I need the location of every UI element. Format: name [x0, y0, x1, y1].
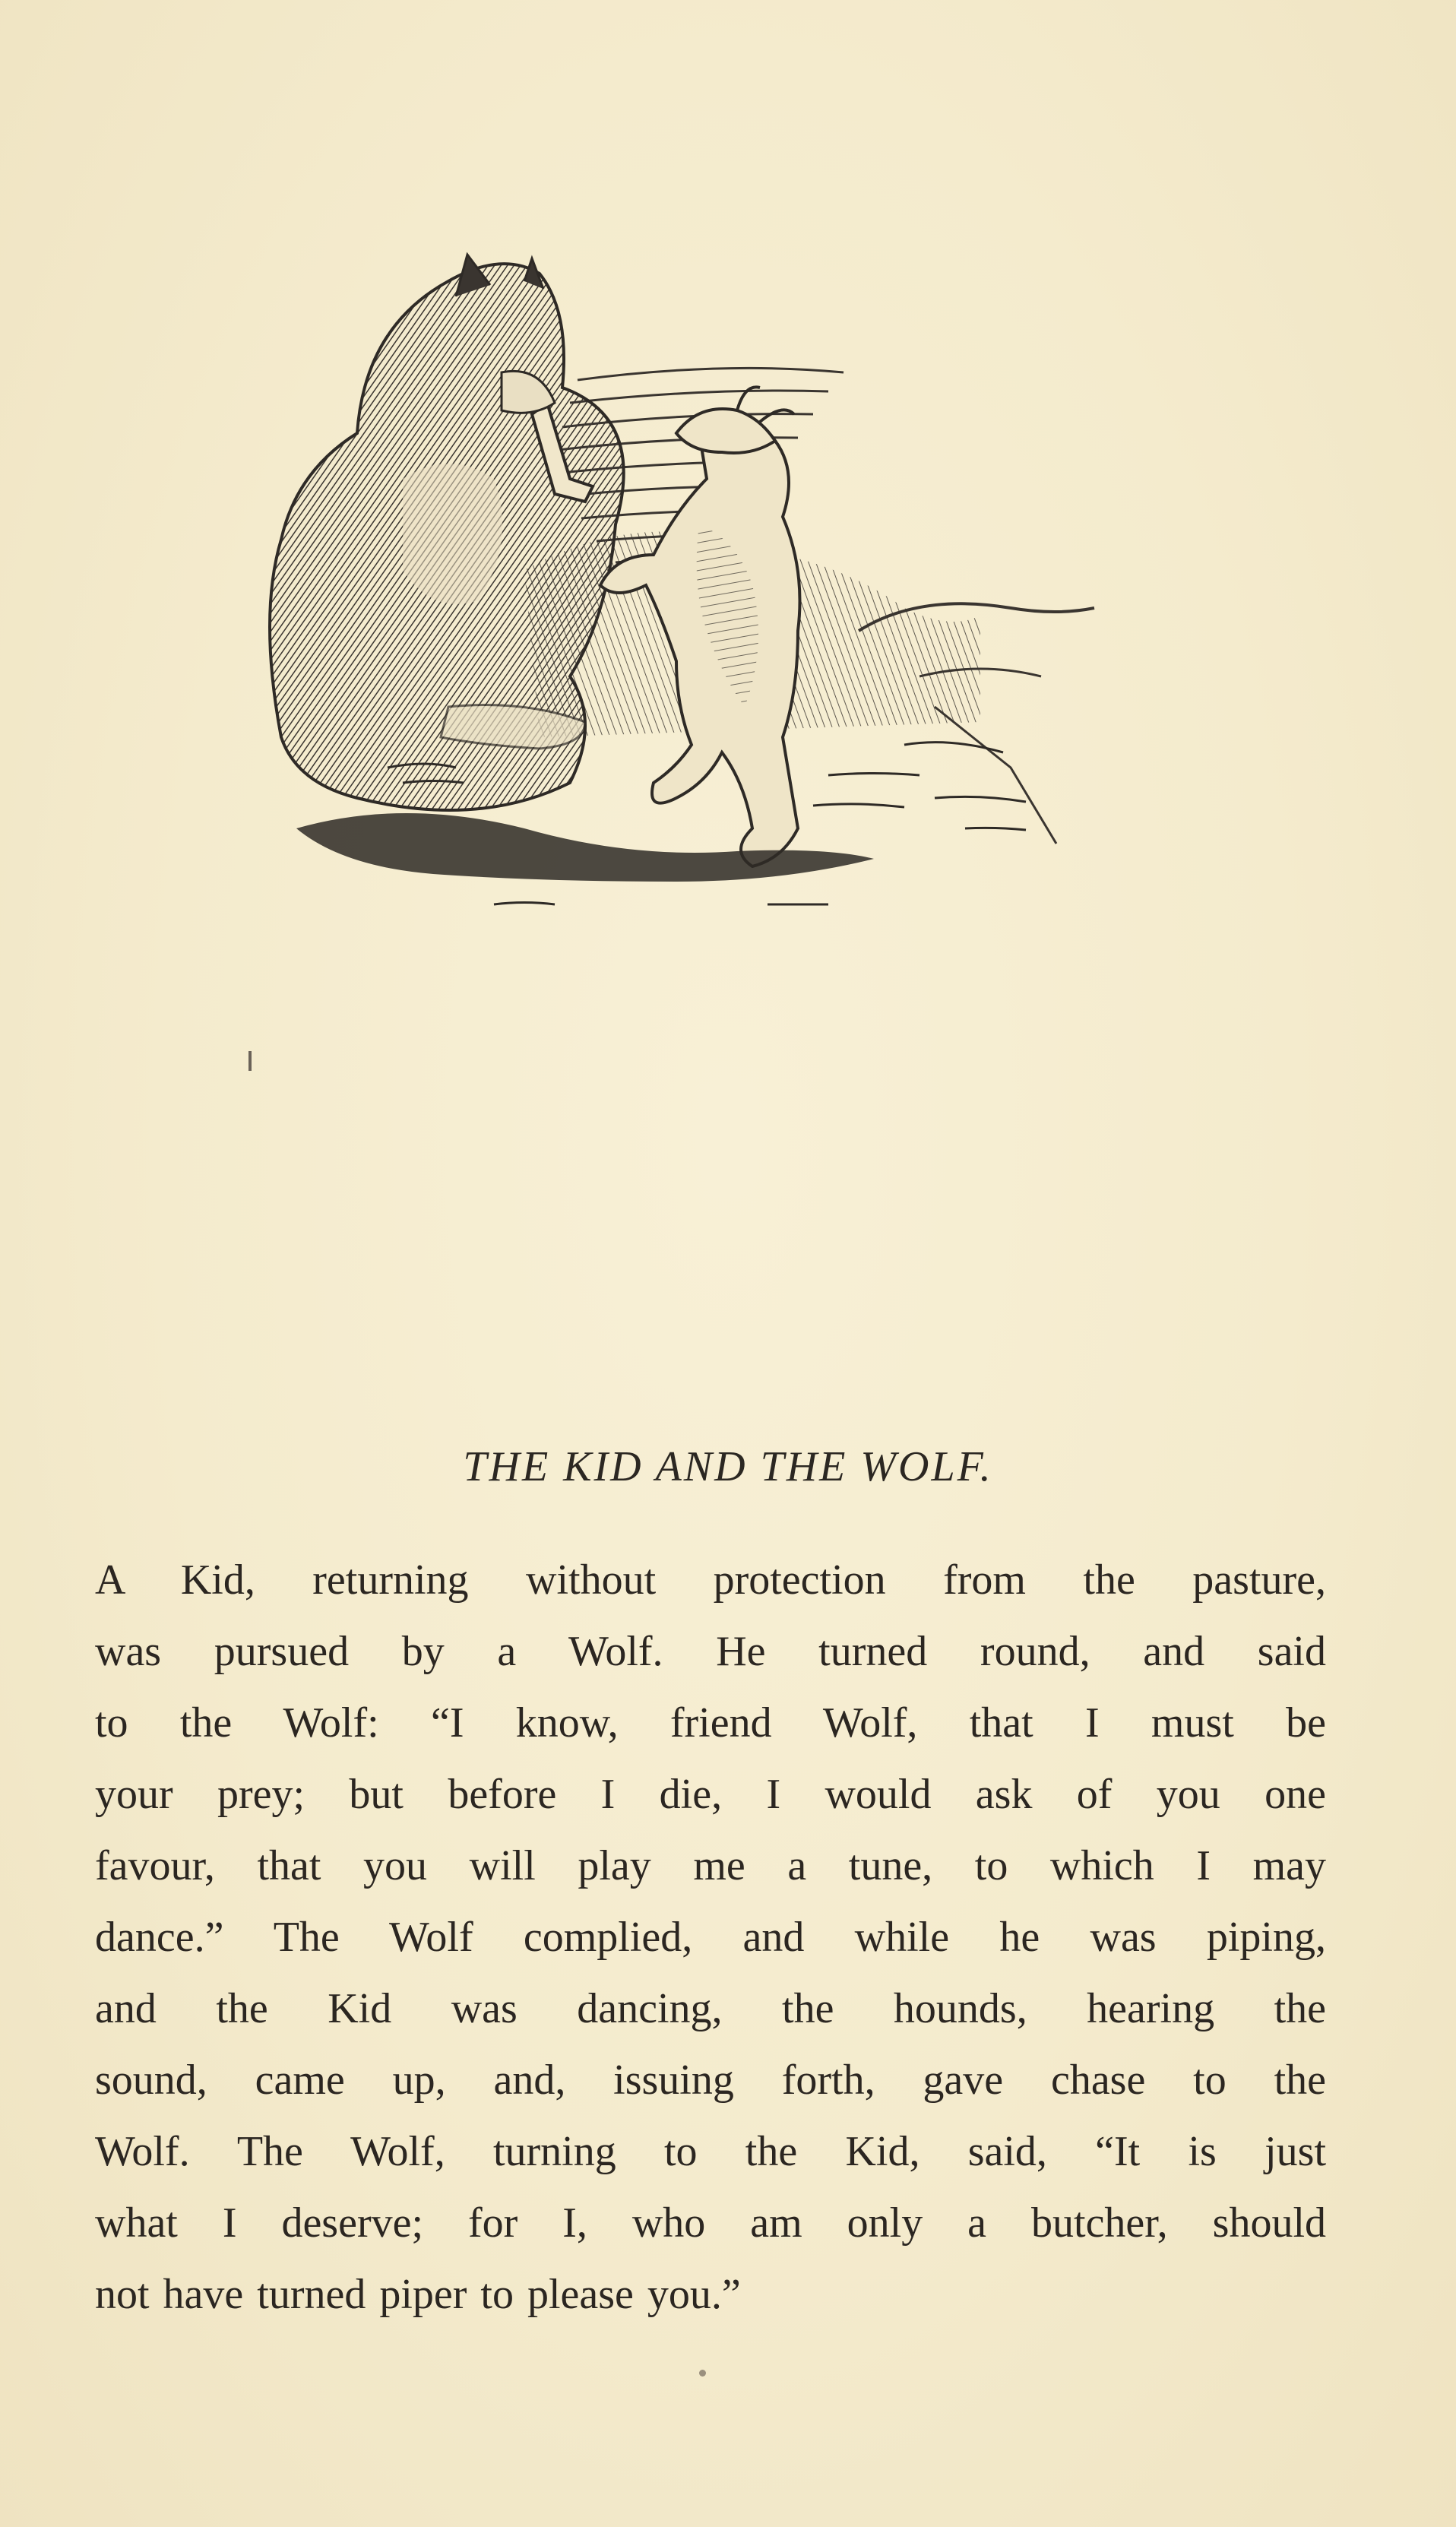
ink-fleck: [248, 1051, 252, 1071]
text-line: A Kid, returning without protection from the pasture,: [95, 1556, 1326, 1604]
text-line: what I deserve; for I, who am only a butcher, should: [95, 2199, 1326, 2247]
text-line: your prey; but before I die, I would ask of you one: [95, 1771, 1326, 1818]
engraving-svg: [251, 251, 1193, 1315]
text-line: and the Kid was dancing, the hounds, hearing the: [95, 1985, 1326, 2032]
wolf-and-kid-engraving: [251, 251, 1193, 1315]
fable-title: THE KID AND THE WOLF.: [463, 1443, 993, 1490]
text-line: Wolf. The Wolf, turning to the Kid, said, “It is just: [95, 2128, 1326, 2175]
fable-text: [95, 1544, 1326, 2330]
page-dot: [699, 2370, 706, 2377]
text-line: not have turned piper to please you.”: [95, 2271, 741, 2318]
text-line: dance.” The Wolf complied, and while he was piping,: [95, 1914, 1326, 1961]
text-line: favour, that you will play me a tune, to which I may: [95, 1842, 1326, 1889]
text-line: was pursued by a Wolf. He turned round, and said: [95, 1628, 1326, 1675]
text-line: sound, came up, and, issuing forth, gave chase to the: [95, 2057, 1326, 2104]
text-line: to the Wolf: “I know, friend Wolf, that I must be: [95, 1699, 1326, 1746]
